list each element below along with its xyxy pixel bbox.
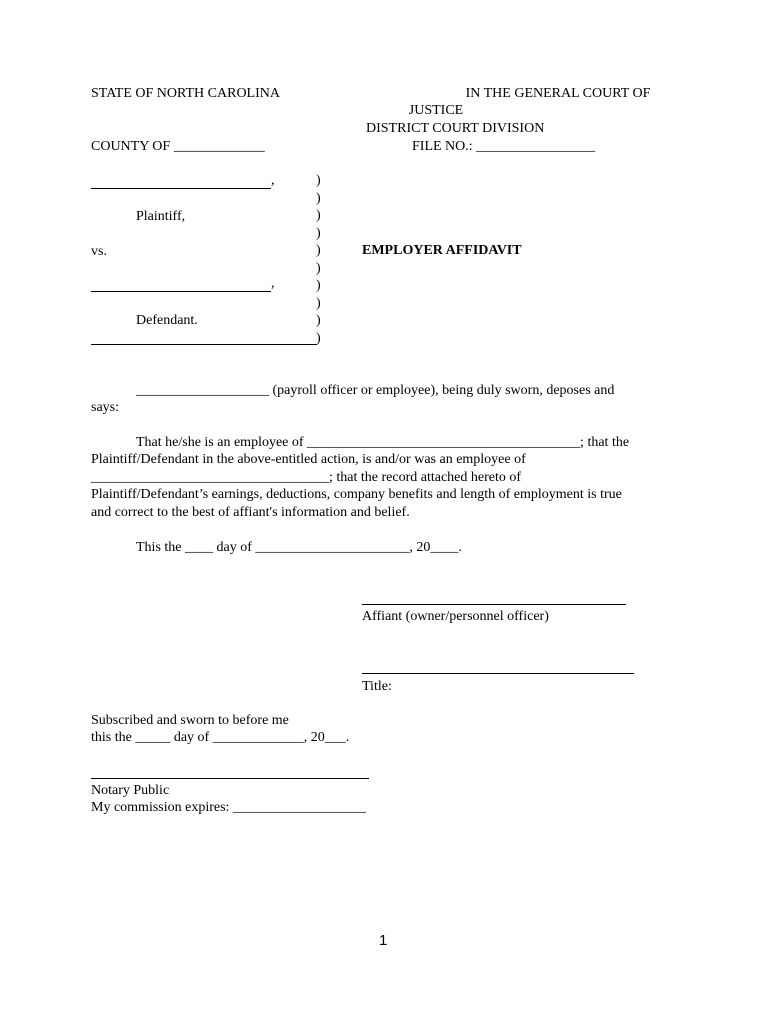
court-heading-line2: JUSTICE	[408, 103, 464, 118]
defendant-label: Defendant.	[136, 313, 198, 328]
defendant-name-line	[91, 291, 271, 292]
execution-date-line: This the ____ day of ______________________, 20____.	[136, 540, 462, 555]
plaintiff-comma: ,	[271, 173, 275, 188]
versus-label: vs.	[91, 244, 107, 259]
affiant-intro-line1: ___________________ (payroll officer or employee), being duly sworn, deposes and	[136, 383, 615, 398]
caption-paren: )	[316, 296, 321, 311]
caption-paren: )	[316, 243, 321, 258]
caption-paren: )	[316, 173, 321, 188]
notary-statement-line1: Subscribed and sworn to before me	[91, 713, 289, 728]
caption-paren: )	[316, 226, 321, 241]
notary-signature-line	[91, 778, 369, 779]
caption-paren: )	[316, 331, 321, 346]
defendant-comma: ,	[271, 276, 275, 291]
plaintiff-name-line	[91, 188, 271, 189]
caption-paren: )	[316, 208, 321, 223]
affiant-signature-line	[362, 604, 626, 605]
county-field: COUNTY OF _____________	[91, 139, 265, 154]
caption-paren: )	[316, 261, 321, 276]
page-number: 1	[379, 932, 388, 949]
affiant-label: Affiant (owner/personnel officer)	[362, 609, 549, 624]
employment-line4: Plaintiff/Defendant’s earnings, deductions, company benefits and length of employment is true	[91, 487, 622, 502]
caption-paren: )	[316, 313, 321, 328]
court-heading-line1: IN THE GENERAL COURT OF	[465, 86, 651, 101]
affiant-intro-line2: says:	[91, 400, 119, 415]
caption-paren: )	[316, 191, 321, 206]
file-number-field: FILE NO.: _________________	[412, 139, 596, 154]
notary-statement-line2: this the _____ day of _____________, 20___.	[91, 730, 350, 745]
division-heading: DISTRICT COURT DIVISION	[366, 121, 545, 136]
caption-bottom-line	[91, 344, 317, 345]
state-heading: STATE OF NORTH CAROLINA	[91, 86, 280, 101]
document-title: EMPLOYER AFFIDAVIT	[362, 243, 522, 258]
caption-paren: )	[316, 278, 321, 293]
employment-line2: Plaintiff/Defendant in the above-entitled action, is and/or was an employee of	[91, 452, 526, 467]
notary-label: Notary Public	[91, 783, 170, 798]
commission-expiry-line: My commission expires: ___________________	[91, 800, 366, 815]
title-signature-line	[362, 673, 634, 674]
employment-line1: That he/she is an employee of _______________________________________; that the	[136, 435, 630, 450]
title-label: Title:	[362, 679, 392, 694]
employment-line3: __________________________________; that the record attached hereto of	[91, 470, 522, 485]
employment-line5: and correct to the best of affiant's information and belief.	[91, 505, 410, 520]
plaintiff-label: Plaintiff,	[136, 209, 186, 224]
